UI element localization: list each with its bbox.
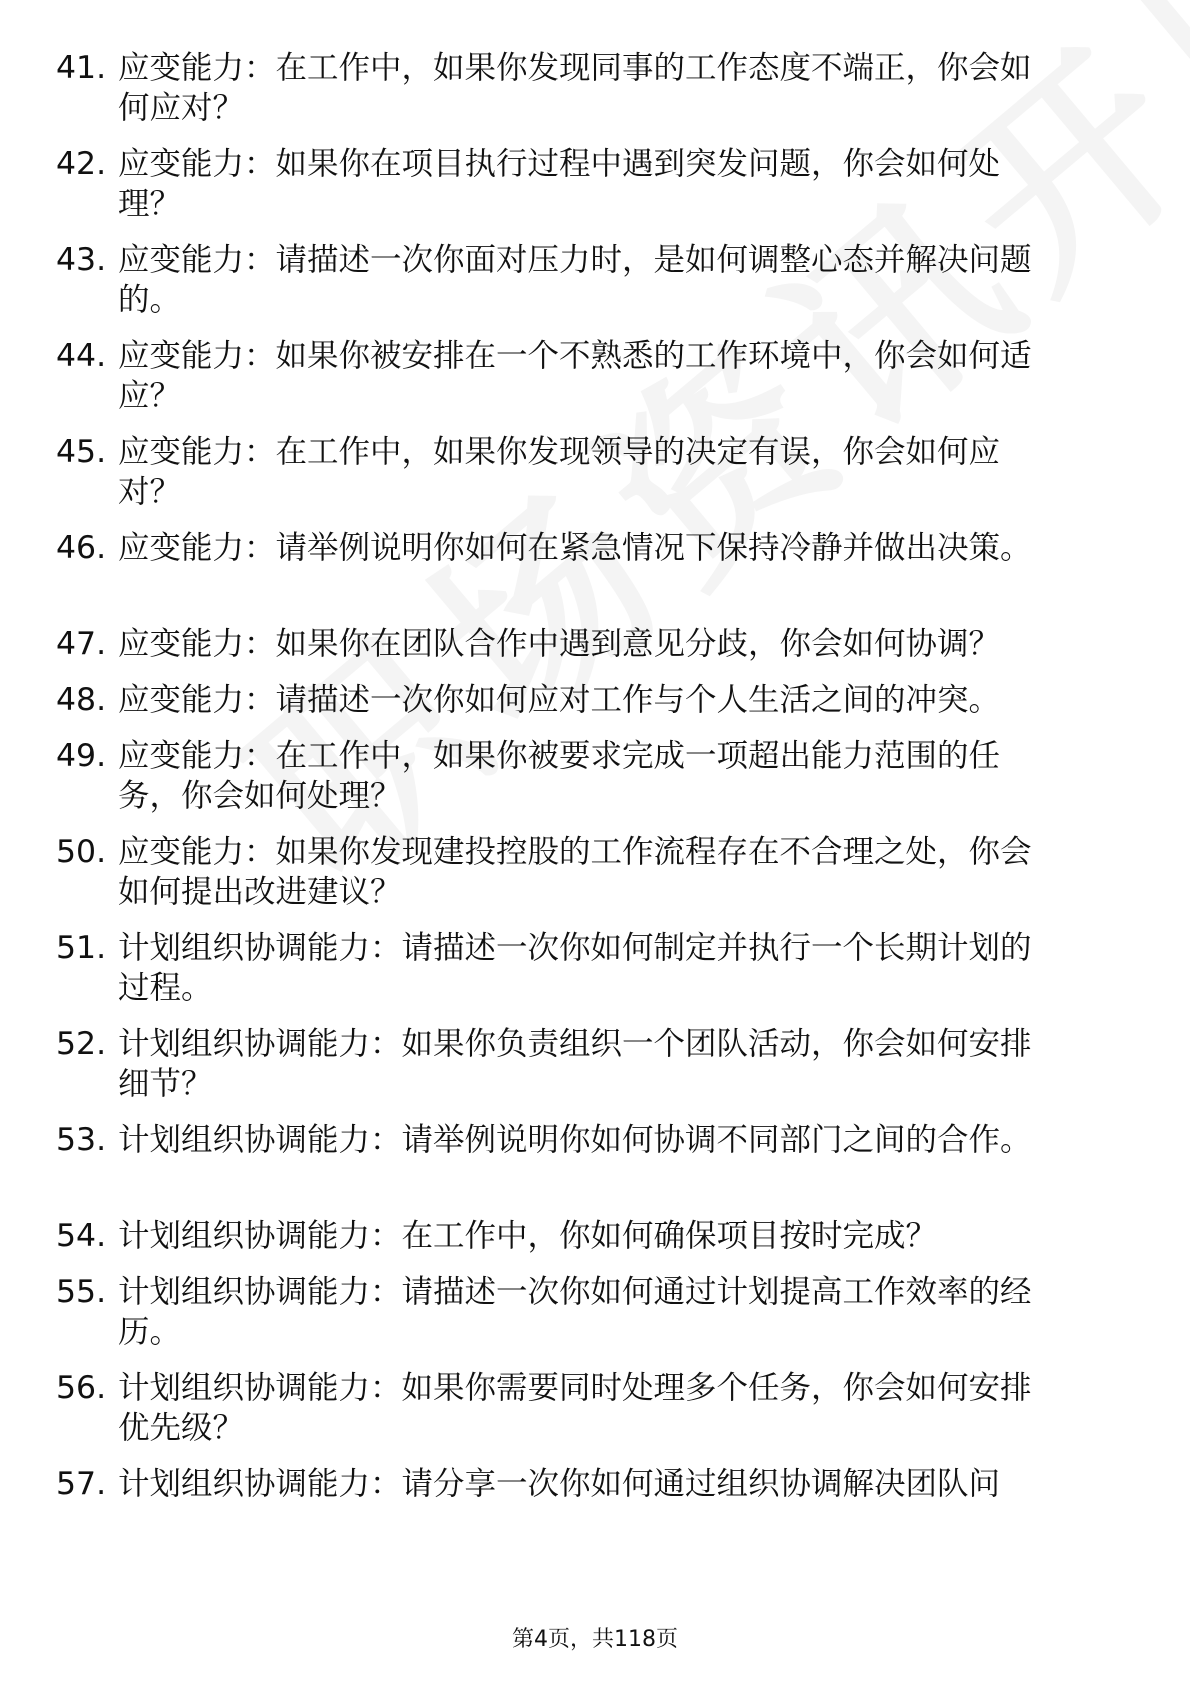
item-number: 47. [56, 626, 107, 662]
item-text: 应变能力：在工作中，如果你发现领导的决定有误，你会如何应对？ [118, 434, 1001, 510]
item-number: 55. [56, 1274, 107, 1310]
list-item [56, 736, 1126, 816]
list-item [56, 144, 1126, 224]
list-item [56, 680, 1126, 720]
item-text: 应变能力：如果你发现建投控股的工作流程存在不合理之处，你会如何提出改进建议？ [118, 834, 1032, 910]
list-item [56, 432, 1126, 512]
list-item [56, 240, 1126, 320]
list-item [56, 528, 1126, 608]
item-number: 43. [56, 242, 107, 278]
list-item [56, 1024, 1126, 1104]
item-number: 53. [56, 1122, 107, 1158]
item-number: 50. [56, 834, 107, 870]
list-item [56, 1368, 1126, 1448]
item-text: 计划组织协调能力：如果你需要同时处理多个任务，你会如何安排优先级？ [118, 1370, 1032, 1446]
item-text: 计划组织协调能力：请描述一次你如何制定并执行一个长期计划的过程。 [118, 930, 1032, 1006]
item-number: 52. [56, 1026, 107, 1062]
list-item [56, 624, 1126, 664]
item-text: 应变能力：如果你在团队合作中遇到意见分歧，你会如何协调？ [118, 626, 1001, 662]
item-number: 45. [56, 434, 107, 470]
item-text: 应变能力：请描述一次你面对压力时，是如何调整心态并解决问题的。 [118, 242, 1032, 318]
item-text: 计划组织协调能力：如果你负责组织一个团队活动，你会如何安排细节？ [118, 1026, 1032, 1102]
item-number: 51. [56, 930, 107, 966]
list-item [56, 1272, 1126, 1352]
list-item [56, 1216, 1126, 1256]
item-number: 46. [56, 530, 107, 566]
item-text: 应变能力：在工作中，如果你发现同事的工作态度不端正，你会如何应对？ [118, 50, 1032, 126]
page-footer: 第4页，共118页 [512, 1627, 678, 1652]
list-item [56, 48, 1126, 128]
item-number: 49. [56, 738, 107, 774]
item-text: 应变能力：请举例说明你如何在紧急情况下保持冷静并做出决策。 [118, 530, 1032, 566]
item-text: 应变能力：请描述一次你如何应对工作与个人生活之间的冲突。 [118, 682, 1001, 718]
question-list [56, 48, 1126, 1504]
list-item [56, 832, 1126, 912]
item-number: 56. [56, 1370, 107, 1406]
item-text: 应变能力：如果你被安排在一个不熟悉的工作环境中，你会如何适应？ [118, 338, 1032, 414]
item-number: 41. [56, 50, 107, 86]
item-number: 54. [56, 1218, 107, 1254]
item-text: 应变能力：如果你在项目执行过程中遇到突发问题，你会如何处理？ [118, 146, 1001, 222]
item-number: 48. [56, 682, 107, 718]
item-number: 42. [56, 146, 107, 182]
item-text: 计划组织协调能力：请举例说明你如何协调不同部门之间的合作。 [118, 1122, 1032, 1158]
item-text: 计划组织协调能力：在工作中，你如何确保项目按时完成？ [118, 1218, 938, 1254]
list-item [56, 1120, 1126, 1200]
item-number: 44. [56, 338, 107, 374]
item-text: 计划组织协调能力：请描述一次你如何通过计划提高工作效率的经历。 [118, 1274, 1032, 1350]
item-number: 57. [56, 1466, 107, 1502]
list-item [56, 928, 1126, 1008]
item-text: 应变能力：在工作中，如果你被要求完成一项超出能力范围的任务，你会如何处理？ [118, 738, 1001, 814]
item-text: 计划组织协调能力：请分享一次你如何通过组织协调解决团队问 [118, 1466, 1001, 1502]
list-item [56, 336, 1126, 416]
list-item [56, 1464, 1126, 1504]
